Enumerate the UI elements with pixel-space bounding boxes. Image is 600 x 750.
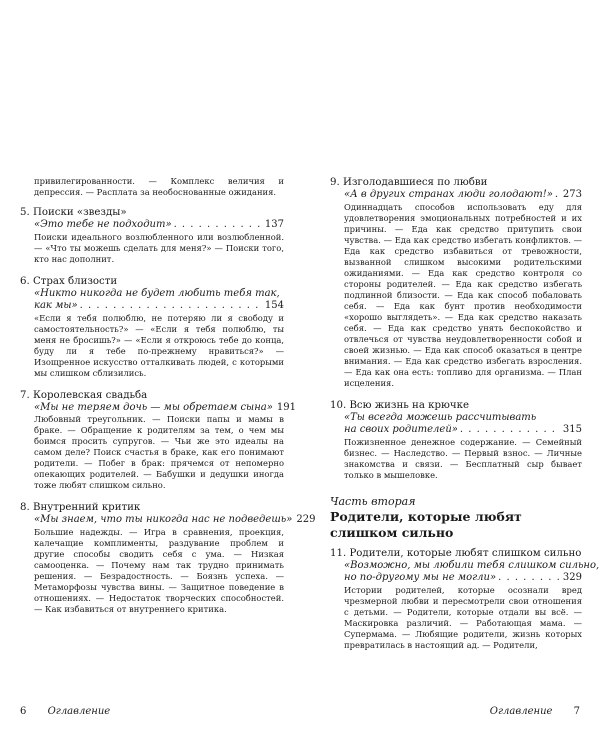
page-number: 137: [264, 219, 284, 230]
chapter-description: Большие надежды. — Игра в сравнения, проекция, калечащие комплименты, раздувание проблем и другие способы сводить себя с ума. — Низкая самооценка. — Почему нам так трудно принимать решения. — Безрадостность. — Боязнь успеха. — Метаморфозы чувства вины. — Защитное поведение в отношениях. — Недостаток творческих способностей. — Как избавиться от внутреннего критика.: [34, 526, 284, 614]
page-number: 315: [562, 424, 582, 435]
chapter-quote: «Мы знаем, что ты никогда нас не подведешь»: [34, 514, 293, 525]
chapter-title: 6. Страх близости: [20, 275, 118, 287]
chapter-description: Истории родителей, которые осознали вред чрезмерной любви и пересмотрели свои отношения с детьми. — Родители, которые отдали вы всё. — Маскировка различий. — Работающая мама. — Супермама. — Любящие родители, жизнь которых превратилась в настоящий ад. — Родители,: [344, 584, 582, 650]
leader-dots: [498, 572, 561, 585]
chapter-quote-cont: но по-другому мы не могли»: [344, 572, 497, 583]
chapter-quote: «Мы не теряем дочь — мы обретаем сына»: [34, 401, 273, 413]
leader-dots: [555, 189, 561, 202]
page-number-left: 6: [20, 706, 27, 717]
leader-dots: [174, 219, 263, 232]
right-footer: [490, 706, 580, 717]
toc-entry-9[interactable]: [330, 176, 582, 389]
part-title: Родители, которые любят слишком сильно: [330, 508, 522, 540]
left-toc-column: [20, 176, 316, 625]
right-toc-column: [330, 176, 600, 661]
toc-entry-7[interactable]: [20, 389, 296, 492]
right-page: [300, 0, 600, 750]
chapter-quote: «Возможно, мы любили тебя слишком сильно,: [344, 559, 600, 571]
chapter-title: 8. Внутренний критик: [20, 502, 141, 513]
chapter-description: Поиски идеального возлюбленного или возлюбленной. — «Что ты можешь сделать для меня?» — Поиски того, кто нас дополнит.: [34, 231, 284, 264]
chapter-title: 10. Всю жизнь на крючке: [330, 399, 470, 411]
page-number: 229: [296, 514, 316, 525]
chapter-description: Одиннадцать способов использовать еду для удовлетворения эмоциональных потребностей и их причины. — Еда как средство притупить свои чувства. — Еда как средство избегать конфликтов. — Еда как средство избавиться от тревожности, вызванной слишком высокими родительскими ожиданиями. — Еда как средство контроля со стороны родителей. — Еда как средство избегать подлинной близости. — Еда как способ побаловать себя. — Еда как бунт против необходимости «хорошо выглядеть». — Еда как средство наказать себя. — Еда как средство унять беспокойство и отвлечься от чувства неудовлетворенности собой и своей жизнью. — Еда как способ оказаться в центре внимания. — Еда как средство избегать взросления. — Еда как она есть: топливо для организма. — План исцеления.: [344, 201, 582, 388]
page-number: 191: [276, 401, 296, 413]
chapter-quote-cont: на своих родителей»: [344, 424, 458, 435]
chapter-title: 9. Изголодавшиеся по любви: [330, 177, 488, 188]
page-number: 154: [264, 300, 284, 311]
chapter-quote: «Это тебе не подходит»: [34, 219, 172, 230]
page-number: 329: [562, 572, 582, 583]
entry-4-tail: привилегированности. — Комплекс величия и депрессия. — Расплата за необоснованные ожидания.: [34, 176, 284, 197]
chapter-description: Пожизненное денежное содержание. — Семейный бизнес. — Наследство. — Первый взнос. — Личные знакомства и связи. — Бесплатный сыр бывает только в мышеловке.: [344, 436, 582, 480]
page-number-right: 7: [573, 706, 580, 717]
chapter-quote: «Ты всегда можешь рассчитывать: [344, 411, 537, 423]
chapter-quote: «А в других странах люди голодают!»: [344, 189, 553, 200]
chapter-title: 5. Поиски «звезды»: [20, 207, 127, 218]
part-label: Часть вторая: [330, 494, 416, 508]
chapter-title: 7. Королевская свадьба: [20, 389, 148, 401]
toc-entry-6[interactable]: [20, 275, 284, 379]
toc-entry-5[interactable]: [20, 206, 284, 265]
chapter-description: Любовный треугольник. — Поиски папы и мамы в браке. — Обращение к родителям за тем, о чем мы боимся просить супругов. — Чьи же это идеалы на самом деле? Поиск счастья в браке, как его понимают родители. — Побег в брак: прячемся от непомерно опекающих родителей. — Бабушки и дедушки иногда тоже любят слишком сильно.: [34, 414, 284, 490]
toc-entry-11[interactable]: [330, 547, 600, 651]
leader-dots: [80, 300, 263, 313]
toc-entry-10[interactable]: [330, 399, 582, 481]
left-footer: [20, 706, 110, 717]
chapter-description: «Если я тебя полюблю, не потеряю ли я свободу и самостоятельность?» — «Если я тебя полюблю, ты меня не бросишь?» — «Если я откроюсь тебе до конца, буду ли я тебе по-прежнему нравиться?» — Изощренное искусство отталкивать людей, с которыми мы слишком сблизились.: [34, 312, 284, 378]
toc-entry-8[interactable]: [20, 501, 316, 615]
page-number: 273: [562, 189, 582, 200]
chapter-title: 11. Родители, которые любят слишком сильно: [330, 547, 582, 559]
running-title-right: Оглавление: [489, 706, 553, 717]
chapter-quote-cont: как мы»: [34, 300, 78, 311]
leader-dots: [460, 424, 561, 437]
chapter-quote: «Никто никогда не будет любить тебя так,: [34, 287, 280, 299]
running-title-left: Оглавление: [47, 706, 111, 717]
